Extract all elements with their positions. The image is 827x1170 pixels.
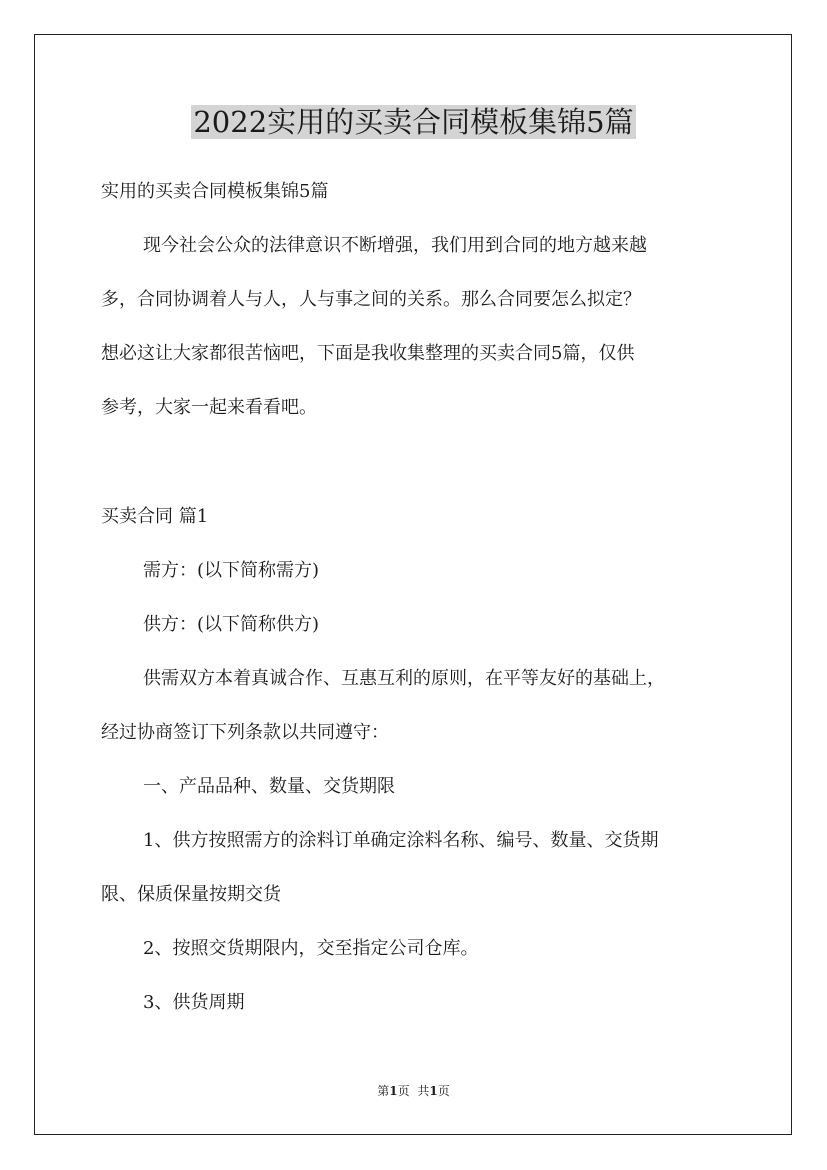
footer-page-number: 1 [389, 1084, 398, 1098]
document-title [0, 102, 827, 142]
clause-1-line-2: 限、保质保量按期交货 [101, 884, 281, 905]
intro-line-1: 现今社会公众的法律意识不断增强，我们用到合同的地方越来越 [143, 235, 647, 256]
document-title-text: 2022实用的买卖合同模板集锦5篇 [193, 105, 634, 139]
clause-heading: 一、产品品种、数量、交货期限 [143, 776, 395, 797]
clause-1-line-1: 1、供方按照需方的涂料订单确定涂料名称、编号、数量、交货期 [143, 830, 659, 851]
footer-page-suffix: 页 [397, 1084, 410, 1098]
clause-2: 2、按照交货期限内，交至指定公司仓库。 [143, 938, 479, 959]
footer-total-suffix: 页 [437, 1084, 450, 1098]
clause-3: 3、供货周期 [143, 992, 245, 1013]
preamble-line-2: 经过协商签订下列条款以共同遵守： [101, 722, 389, 743]
footer-total-number: 1 [429, 1084, 438, 1098]
document-subtitle: 实用的买卖合同模板集锦5篇 [101, 181, 329, 202]
footer-total-prefix: 共 [417, 1084, 430, 1098]
preamble-line-1: 供需双方本着真诚合作、互惠互利的原则，在平等友好的基础上， [143, 668, 665, 689]
supplier-line: 供方：(以下简称供方) [143, 614, 320, 635]
buyer-line: 需方：(以下简称需方) [143, 560, 320, 581]
footer-prefix: 第 [377, 1084, 390, 1098]
section-heading: 买卖合同 篇1 [101, 506, 209, 527]
intro-line-2: 多，合同协调着人与人，人与事之间的关系。那么合同要怎么拟定？ [101, 289, 641, 310]
intro-line-3: 想必这让大家都很苦恼吧，下面是我收集整理的买卖合同5篇，仅供 [101, 343, 635, 364]
intro-line-4: 参考，大家一起来看看吧。 [101, 397, 317, 418]
page-footer [0, 1083, 827, 1099]
